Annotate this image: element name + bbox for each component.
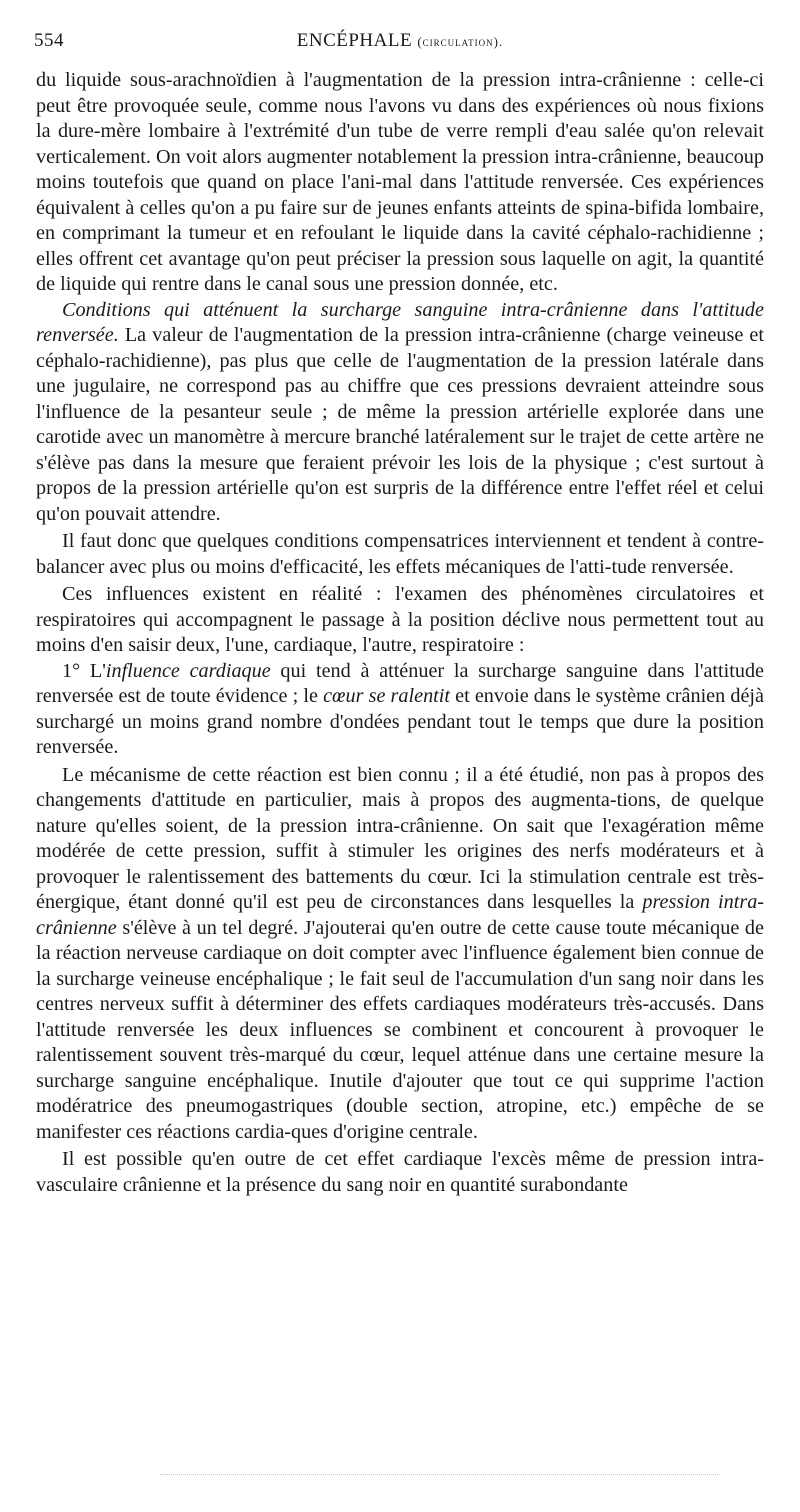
paragraph-5 — [36, 659, 764, 761]
italic-run: Conditions qui atténuent la surcharge sanguine intra-crânienne dans l'attitude renversée. — [36, 298, 764, 346]
text-run: du liquide sous-arachnoïdien à l'augmentation de la pression intra-crânienne : celle-ci peut être provoquée seule, comme nous l'avons vu dans des expériences où nous fixions la dure-mère lombaire à l'extrémité d'un tube de verre rempli d'eau salée qu'on relevait verticalement. On voit alors augmenter notablement la pression intra-crânienne, beaucoup moins toutefois que quand on place l'ani-mal dans l'attitude renversée. Ces expériences équivalent à celles qu'on a pu faire sur de jeunes enfants atteints de spina-bifida lombaire, en comprimant la tumeur et en refoulant le liquide dans la cavité céphalo-rachidienne ; elles offrent cet avantage qu'on peut préciser la pression sous laquelle on agit, la quantité de liquide qui rentre dans le canal sous une pression donnée, etc. — [36, 69, 764, 295]
paragraph-3 — [36, 529, 764, 580]
body-text — [36, 68, 764, 1198]
text-run: 1° L' — [62, 659, 106, 682]
running-title-main: ENCÉPHALE — [296, 30, 413, 51]
running-title — [34, 30, 766, 52]
text-run: s'élève à un tel degré. J'ajouterai qu'en outre de cette cause toute mécanique de la réaction nerveuse cardiaque on doit compter avec l'influence également bien connue de la surcharge veineuse encéphalique ; le fait seul de l'accumulation d'un sang noir dans les centres nerveux suffit à déterminer des effets cardiaques modérateurs très-accusés. Dans l'attitude renversée les deux influences se combinent et concourent à provoquer le ralentissement souvent très-marqué du cœur, lequel atténue dans une certaine mesure la surcharge sanguine encéphalique. Inutile d'ajouter que tout ce qui supprime l'action modératrice des pneumogastriques (double section, atropine, etc.) empêche de se manifester ces réactions cardia-ques d'origine centrale. — [36, 916, 764, 1143]
italic-run: cœur se ralentit — [323, 685, 450, 707]
paragraph-1 — [36, 68, 764, 298]
paragraph-6 — [36, 763, 764, 1146]
text-run: et envoie dans le système crânien déjà surchargé un moins grand nombre d'ondées pendant tout le temps que dure la position renversée. — [36, 685, 764, 758]
page-number: 554 — [34, 30, 64, 51]
text-run: Il est possible qu'en outre de cet effet cardiaque l'excès même de pression intra-vasculaire crânienne et la présence du sang noir en quantité surabondante — [36, 1148, 764, 1196]
text-run: Ces influences existent en réalité : l'examen des phénomènes circulatoires et respiratoires qui accompagnent le passage à la position déclive nous permettent tout au moins d'en saisir deux, l'une, cardiaque, l'autre, respiratoire : — [36, 583, 764, 656]
paragraph-4 — [36, 582, 764, 659]
running-title-subtitle: (circulation). — [417, 34, 504, 49]
text-run: qui tend à atténuer la surcharge sanguine dans l'attitude renversée est de toute évidence ; le — [36, 659, 765, 707]
bottom-margin-specks — [160, 1474, 720, 1479]
paragraph-7 — [36, 1147, 764, 1198]
running-head — [34, 30, 766, 64]
text-run: Il faut donc que quelques conditions compensatrices interviennent et tendent à contre-balancer avec plus ou moins d'efficacité, les effets mécaniques de l'atti-tude renversée. — [36, 530, 764, 578]
text-run: La valeur de l'augmentation de la pression intra-crânienne (charge veineuse et céphalo-rachidienne), pas plus que celle de l'augmentation de la pression latérale dans une jugulaire, ne correspond pas au chiffre que ces pressions devraient atteindre sous l'influence de la pesanteur seule ; de même la pression artérielle explorée dans une carotide avec un manomètre à mercure branché latéralement sur le trajet de cette artère ne s'élève pas dans la mesure que feraient prévoir les lois de la physique ; c'est surtout à propos de la pression artérielle qu'on est surpris de la différence entre l'effet réel et celui qu'on pouvait attendre. — [36, 324, 764, 525]
text-run: Le mécanisme de cette réaction est bien connu ; il a été étudié, non pas à propos des changements d'attitude en particulier, mais à propos des augmenta-tions, de quelque nature qu'elles soient, de la pression intra-crânienne. On sait que l'exagération même modérée de cette pression, suffit à stimuler les origines des nerfs modérateurs et à provoquer le ralentissement des battements du cœur. Ici la stimulation centrale est très-énergique, étant donné qu'il est peu de circonstances dans lesquelles la — [36, 763, 764, 913]
paragraph-2 — [36, 298, 764, 528]
italic-run: influence cardiaque — [105, 659, 271, 682]
italic-run: pression intra-crânienne — [36, 891, 765, 939]
